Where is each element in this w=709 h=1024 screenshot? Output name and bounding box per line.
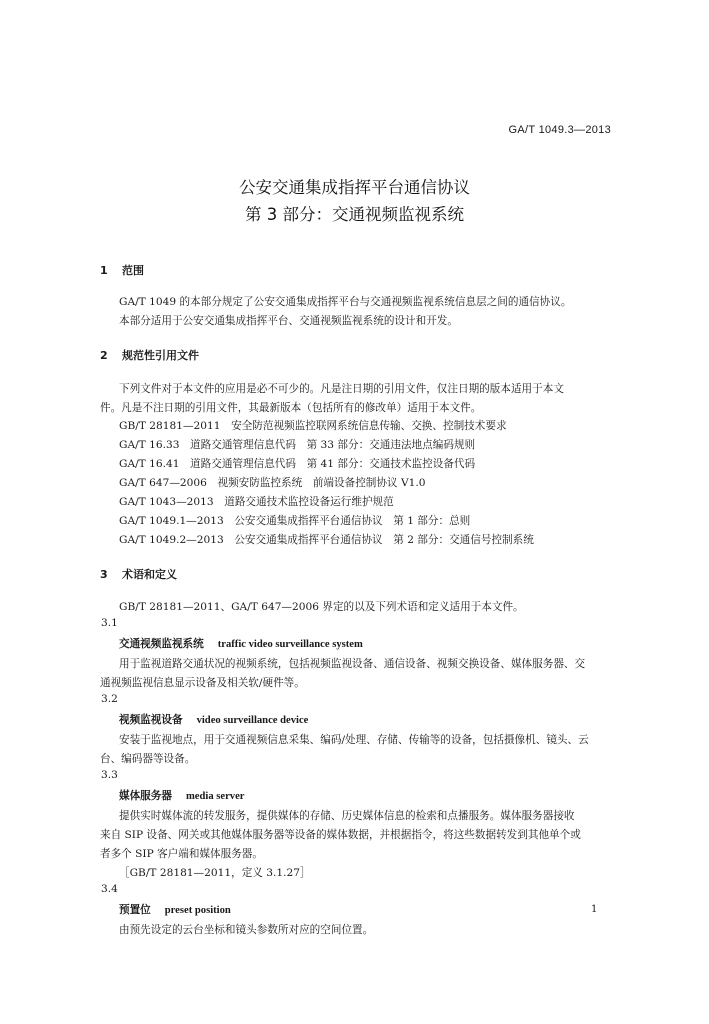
paragraph-line: 本部分适用于公安交通集成指挥平台、交通视频监视系统的设计和开发。 — [119, 315, 458, 327]
definition-line: 提供实时媒体流的转发服务，提供媒体的存储、历史媒体信息的检索和点播服务。媒体服务器接收 — [119, 810, 575, 822]
paragraph-line: 下列文件对于本文件的应用是必不可少的。凡是注日期的引用文件，仅注日期的版本适用于本文 — [119, 383, 564, 395]
section-title: 范围 — [122, 264, 144, 277]
definition-line: 通视频监视信息显示设备及相关软/硬件等。 — [100, 677, 305, 689]
section-1-heading — [100, 262, 144, 278]
section-number: 2 — [100, 349, 108, 362]
section-title: 规范性引用文件 — [122, 349, 199, 362]
term-en: media server — [185, 791, 245, 802]
term-cn: 交通视频监视系统 — [119, 638, 204, 650]
section-number: 1 — [100, 264, 108, 277]
term-heading — [119, 902, 231, 917]
term-number: 3.3 — [101, 769, 118, 781]
section-title: 术语和定义 — [122, 568, 177, 581]
reference-item: GA/T 1049.1—2013 公安交通集成指挥平台通信协议 第 1 部分：总则 — [119, 515, 471, 527]
reference-item: GB/T 28181—2011 安全防范视频监控联网系统信息传输、交换、控制技术要求 — [119, 420, 507, 432]
term-number: 3.1 — [101, 617, 118, 629]
section-3-heading — [100, 566, 177, 582]
definition-line: 安装于监视地点，用于交通视频信息采集、编码/处理、存储、传输等的设备，包括摄像机、镜头、云 — [119, 734, 589, 746]
paragraph-line: GB/T 28181—2011、GA/T 647—2006 界定的以及下列术语和定义适用于本文件。 — [119, 601, 524, 613]
term-heading — [119, 788, 245, 803]
term-cn: 视频监视设备 — [119, 714, 183, 726]
term-en: preset position — [164, 905, 231, 916]
definition-line: 台、编码器等设备。 — [100, 753, 196, 765]
document-code: GA/T 1049.3—2013 — [508, 124, 611, 136]
document-subtitle: 第 3 部分：交通视频监视系统 — [245, 205, 464, 224]
term-heading — [119, 712, 308, 727]
term-cn: 媒体服务器 — [119, 790, 172, 802]
term-en: video surveillance device — [196, 715, 309, 726]
term-source: ［GB/T 28181—2011，定义 3.1.27］ — [119, 867, 311, 879]
definition-line: 用于监视道路交通状况的视频系统，包括视频监视设备、通信设备、视频交换设备、媒体服务器、交 — [119, 658, 586, 670]
paragraph-line: GA/T 1049 的本部分规定了公安交通集成指挥平台与交通视频监视系统信息层之间的通信协议。 — [119, 296, 572, 308]
term-en: traffic video surveillance system — [217, 639, 363, 650]
term-number: 3.4 — [101, 883, 118, 895]
section-2-heading — [100, 347, 199, 363]
page-number: 1 — [591, 904, 598, 915]
term-cn: 预置位 — [119, 904, 151, 916]
reference-item: GA/T 16.41 道路交通管理信息代码 第 41 部分：交通技术监控设备代码 — [119, 458, 476, 470]
term-heading — [119, 636, 363, 651]
paragraph-line: 件。凡是不注日期的引用文件，其最新版本（包括所有的修改单）适用于本文件。 — [100, 402, 482, 414]
definition-line: 来自 SIP 设备、网关或其他媒体服务器等设备的媒体数据，并根据指令，将这些数据转发到其他单个或 — [100, 829, 581, 841]
reference-item: GA/T 1049.2—2013 公安交通集成指挥平台通信协议 第 2 部分：交通信号控制系统 — [119, 534, 534, 546]
section-number: 3 — [100, 568, 108, 581]
reference-item: GA/T 16.33 道路交通管理信息代码 第 33 部分：交通违法地点编码规则 — [119, 439, 476, 451]
definition-line: 者多个 SIP 客户端和媒体服务器。 — [100, 848, 264, 860]
document-title: 公安交通集成指挥平台通信协议 — [239, 178, 470, 197]
definition-line: 由预先设定的云台坐标和镜头参数所对应的空间位置。 — [119, 924, 374, 936]
reference-item: GA/T 1043—2013 道路交通技术监控设备运行维护规范 — [119, 496, 394, 508]
term-number: 3.2 — [101, 693, 118, 705]
reference-item: GA/T 647—2006 视频安防监控系统 前端设备控制协议 V1.0 — [119, 477, 426, 489]
